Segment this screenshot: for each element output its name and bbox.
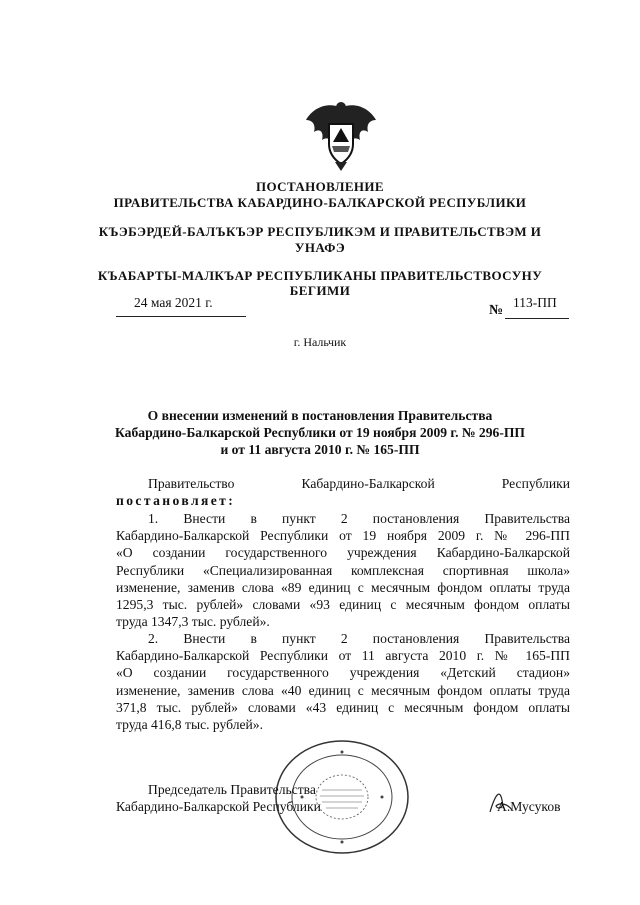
intro-line — [148, 476, 570, 492]
signer-name: А.Мусуков — [497, 799, 561, 814]
paragraph-2-line: труда 416,8 тыс. рублей». — [116, 717, 264, 733]
paragraph-1-line: изменение, заменив слова «89 единиц с месячным фондом оплаты труда — [116, 579, 570, 595]
issuer-balkar-line2: БЕГИМИ — [289, 283, 351, 298]
date-underline — [116, 316, 246, 317]
document-title: ПОСТАНОВЛЕНИЕ — [255, 179, 385, 194]
paragraph-2-line: Кабардино-Балкарской Республики от 11 августа 2010 г. № 165-ПП — [116, 648, 570, 664]
document-number: 113-ПП — [513, 295, 557, 310]
city: г. Нальчик — [293, 335, 347, 349]
paragraph-2-line: 2. Внести в пункт 2 постановления Правительства — [148, 631, 570, 646]
paragraph-1 — [116, 510, 570, 630]
subject-line2: Кабардино-Балкарской Республики от 19 ноября 2009 г. № 296-ПП — [115, 425, 525, 440]
subject-line1: О внесении изменений в постановления Правительства — [147, 408, 493, 423]
paragraph-1-line: Республики «Специализированная комплексная спортивная школа» — [116, 562, 570, 578]
issuer-russian: ПРАВИТЕЛЬСТВА КАБАРДИНО-БАЛКАРСКОЙ РЕСПУБЛИКИ — [113, 195, 527, 210]
paragraph-2-line: изменение, заменив слова «40 единиц с месячным фондом оплаты труда — [116, 682, 570, 698]
number-underline — [505, 318, 569, 319]
paragraph-1-line: труда 1347,3 тыс. рублей». — [116, 614, 270, 630]
document-date: 24 мая 2021 г. — [134, 295, 213, 310]
signer-position-line2: Кабардино-Балкарской Республики — [116, 799, 321, 814]
coat-of-arms-emblem — [302, 98, 380, 172]
paragraph-1-line: Кабардино-Балкарской Республики от 19 ноября 2009 г. № 296-ПП — [116, 528, 570, 544]
paragraph-2-line: «О создании государственного учреждения «Детский стадион» — [116, 665, 570, 681]
signer-position-line1: Председатель Правительства — [148, 782, 316, 797]
paragraph-1-line: 1295,3 тыс. рублей» словами «93 единиц с месячным фондом оплаты — [116, 597, 570, 613]
issuer-kabardian-line1: КЪЭБЭРДЕЙ-БАЛЪКЪЭР РЕСПУБЛИКЭМ И ПРАВИТЕЛЬСТВЭМ И — [98, 224, 542, 239]
subject-line3: и от 11 августа 2010 г. № 165-ПП — [220, 442, 420, 457]
issuer-kabardian-line2: УНАФЭ — [294, 240, 346, 255]
issuer-balkar-line1: КЪАБАРТЫ-МАЛКЪАР РЕСПУБЛИКАНЫ ПРАВИТЕЛЬСТВОСУНУ — [97, 268, 543, 283]
paragraph-1-line: «О создании государственного учреждения Кабардино-Балкарской — [116, 545, 570, 561]
paragraph-1-line: 1. Внести в пункт 2 постановления Правительства — [148, 511, 570, 526]
number-sign: № — [489, 303, 504, 318]
paragraph-2 — [116, 630, 570, 733]
intro-resolves: постановляет: — [116, 493, 236, 508]
paragraph-2-line: 371,8 тыс. рублей» словами «43 единиц с месячным фондом оплаты — [116, 699, 570, 715]
intro-text: Правительство Кабардино-Балкарской Республики — [148, 476, 570, 491]
